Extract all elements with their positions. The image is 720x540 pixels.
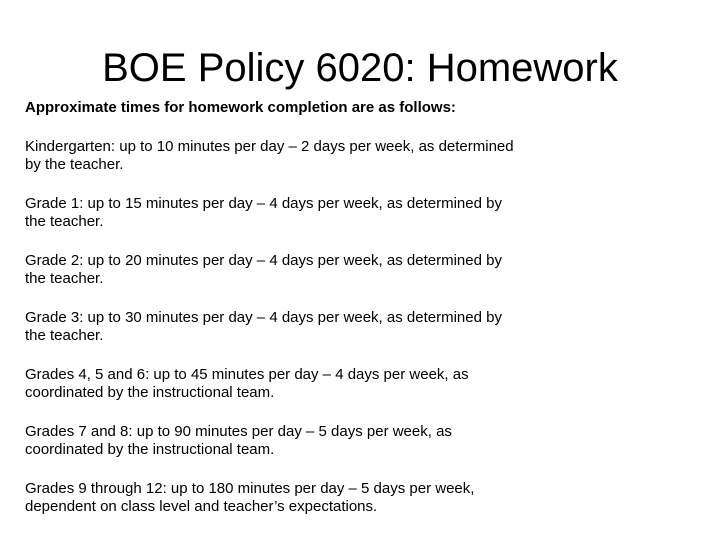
slide-subtitle: Approximate times for homework completion are as follows: — [25, 99, 456, 116]
list-item-grade-1 — [25, 195, 565, 231]
list-item-line: the teacher. — [25, 270, 104, 287]
list-item-line: dependent on class level and teacher’s expectations. — [25, 498, 378, 515]
list-item-grade-3 — [25, 309, 565, 345]
list-item-line: Kindergarten: up to 10 minutes per day – 2 days per week, as determined — [25, 138, 514, 155]
list-item-grades-4-6 — [25, 366, 565, 402]
list-item-grades-9-12 — [25, 480, 565, 516]
list-item-line: Grade 2: up to 20 minutes per day – 4 days per week, as determined by — [25, 252, 502, 269]
list-item-line: Grades 7 and 8: up to 90 minutes per day – 5 days per week, as — [25, 423, 452, 440]
list-item-line: Grade 1: up to 15 minutes per day – 4 days per week, as determined by — [25, 195, 502, 212]
list-item-grades-7-8 — [25, 423, 565, 459]
list-item-line: coordinated by the instructional team. — [25, 384, 275, 401]
list-item-line: the teacher. — [25, 327, 104, 344]
list-item-line: Grades 9 through 12: up to 180 minutes per day – 5 days per week, — [25, 480, 475, 497]
list-item-line: Grades 4, 5 and 6: up to 45 minutes per day – 4 days per week, as — [25, 366, 469, 383]
list-item-line: Grade 3: up to 30 minutes per day – 4 days per week, as determined by — [25, 309, 502, 326]
slide-title: BOE Policy 6020: Homework — [102, 46, 618, 90]
list-item-line: by the teacher. — [25, 156, 124, 173]
list-item-kindergarten — [25, 138, 565, 174]
list-item-grade-2 — [25, 252, 565, 288]
list-item-line: coordinated by the instructional team. — [25, 441, 275, 458]
list-item-line: the teacher. — [25, 213, 104, 230]
homework-times-list — [25, 138, 565, 537]
